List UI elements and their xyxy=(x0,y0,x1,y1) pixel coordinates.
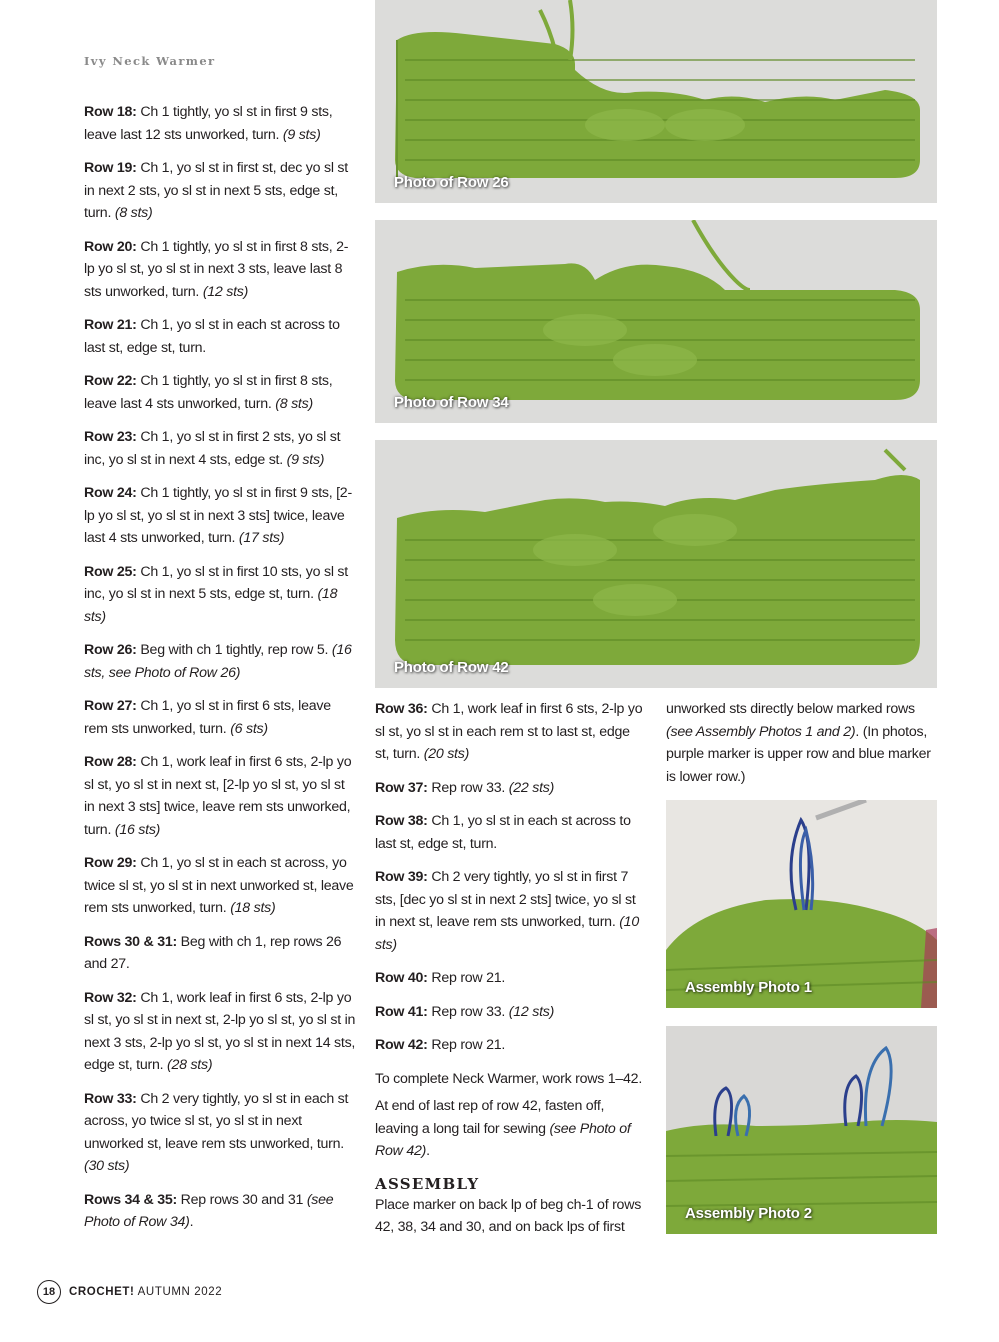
instruction-row xyxy=(84,639,356,684)
row-text: Beg with ch 1, rep rows 26 and 27. xyxy=(84,933,342,972)
row-text: Rep row 33. xyxy=(427,1003,509,1020)
row-text: Ch 2 very tightly, yo sl st in each st across, yo twice sl st, yo sl st in next unworked st, leave rem sts unworked, turn. xyxy=(84,1090,349,1152)
caption-row-34: Photo of Row 34 xyxy=(394,394,509,411)
photo-row-42 xyxy=(375,440,937,688)
stitch-count-note: (12 sts) xyxy=(508,1003,555,1020)
assembly-heading: ASSEMBLY xyxy=(375,1174,480,1193)
instruction-row xyxy=(84,751,356,841)
row-label: Row 36: xyxy=(375,701,428,717)
running-head: Ivy Neck Warmer xyxy=(84,54,216,68)
row-text: Ch 2 very tightly, yo sl st in first 7 sts, [dec yo sl st in next 2 sts] twice, yo sl st in next st, leave rem sts unworked, turn. xyxy=(375,869,636,930)
instruction-row xyxy=(375,866,645,956)
instruction-row xyxy=(84,1088,356,1178)
row-label: Row 29: xyxy=(84,855,137,871)
instruction-row xyxy=(375,810,645,855)
row-label: Row 19: xyxy=(84,160,137,176)
stitch-count-note: (16 sts, see Photo of Row 26) xyxy=(84,642,352,681)
row-label: Row 39: xyxy=(375,869,428,885)
right-column xyxy=(666,698,938,799)
row-text: Ch 1 tightly, yo sl st in first 9 sts, leave last 12 sts unworked, turn. xyxy=(84,104,333,143)
row-label: Row 21: xyxy=(84,317,137,333)
instruction-row xyxy=(84,852,356,920)
row-label: Row 24: xyxy=(84,485,137,501)
instruction-row xyxy=(84,482,356,550)
magazine-issue xyxy=(69,1286,222,1298)
row-label: Row 27: xyxy=(84,698,137,714)
assembly-photo-2-image xyxy=(666,1026,937,1234)
complete-instruction: To complete Neck Warmer, work rows 1–42. xyxy=(375,1070,643,1087)
row-text: Ch 1, yo sl st in first st, dec yo sl st in next 2 sts, yo sl st in next 5 sts, edge st, turn. xyxy=(84,160,348,221)
row-text: Rep rows 30 and 31 xyxy=(176,1191,307,1208)
instruction-row xyxy=(375,777,645,800)
middle-column xyxy=(375,698,645,1250)
row-label: Row 40: xyxy=(375,970,428,986)
photo-row-34 xyxy=(375,220,937,423)
instruction-row xyxy=(84,695,356,740)
row-label: Row 22: xyxy=(84,373,137,389)
swatch-row-34-image xyxy=(375,220,937,423)
row-text: Ch 1, yo sl st in first 2 sts, yo sl st inc, yo sl st in next 4 sts, edge st. xyxy=(84,429,341,468)
instruction-row xyxy=(84,101,356,146)
assembly-photo-1-image xyxy=(666,800,937,1008)
instruction-row xyxy=(84,987,356,1077)
left-column xyxy=(84,101,356,1245)
row-text: Ch 1, yo sl st in each st across, yo twice sl st, yo sl st in next unworked st, leave rem sts unworked, turn. xyxy=(84,855,354,916)
stitch-count-note: (8 sts) xyxy=(275,395,313,412)
instruction-row xyxy=(375,1001,645,1024)
instruction-row xyxy=(375,1034,645,1057)
assembly-photo-2 xyxy=(666,1026,937,1234)
row-text: Rep row 21. xyxy=(427,970,506,986)
instruction-row xyxy=(84,931,356,976)
row-label: Row 32: xyxy=(84,989,137,1006)
row-text: Ch 1, yo sl st in first 6 sts, leave rem sts unworked, turn. xyxy=(84,698,331,737)
stitch-count-note: (see Photo of Row 34) xyxy=(84,1191,334,1230)
instruction-row xyxy=(84,236,356,304)
instruction-row xyxy=(375,967,645,990)
assembly-text: Place marker on back lp of beg ch-1 of rows 42, 38, 34 and 30, and on back lps of first xyxy=(375,1196,642,1235)
row-label: Rows 34 & 35: xyxy=(84,1191,177,1208)
swatch-row-26-image xyxy=(375,0,937,203)
stitch-count-note: (9 sts) xyxy=(282,126,321,143)
instruction-row xyxy=(375,698,645,766)
assembly-photo-1 xyxy=(666,800,937,1008)
row-text: Ch 1 tightly, yo sl st in first 9 sts, [2-lp yo sl st, yo sl st in next 3 sts] twice, leave last 4 sts unworked, turn. xyxy=(84,485,352,546)
stitch-count-note: (28 sts) xyxy=(167,1057,213,1073)
photo-row-26 xyxy=(375,0,937,203)
row-label: Rows 30 & 31: xyxy=(84,933,177,950)
caption-assembly-2: Assembly Photo 2 xyxy=(685,1205,812,1222)
row-text-tail: . xyxy=(189,1214,194,1230)
instruction-row xyxy=(84,426,356,471)
row-label: Row 18: xyxy=(84,104,137,120)
row-text: Ch 1, work leaf in first 6 sts, 2-lp yo sl st, yo sl st in next st, [2-lp yo sl st, yo sl st in next 3 sts] twice, leave rem sts unworked, turn. xyxy=(84,754,352,838)
fasten-instruction: At end of last rep of row 42, fasten off, leaving a long tail for sewing (see Photo of Row 42). xyxy=(375,1098,631,1159)
row-text: Ch 1 tightly, yo sl st in first 8 sts, 2-lp yo sl st, yo sl st in next 3 sts, leave last 8 sts unworked, turn. xyxy=(84,238,349,300)
stitch-count-note: (9 sts) xyxy=(286,451,325,468)
row-label: Row 26: xyxy=(84,642,137,658)
row-text: Ch 1, yo sl st in each st across to last st, edge st, turn. xyxy=(84,317,340,356)
swatch-row-42-image xyxy=(375,440,937,688)
caption-assembly-1: Assembly Photo 1 xyxy=(685,979,812,996)
instruction-row xyxy=(84,561,356,629)
stitch-count-note: (6 sts) xyxy=(230,720,268,737)
row-label: Row 33: xyxy=(84,1090,137,1107)
row-text: Ch 1, yo sl st in each st across to last st, edge st, turn. xyxy=(375,813,631,852)
row-label: Row 25: xyxy=(84,563,137,580)
page-footer xyxy=(37,1279,222,1305)
issue-label: AUTUMN 2022 xyxy=(134,1286,223,1298)
stitch-count-note: (22 sts) xyxy=(508,779,555,796)
row-text: Rep row 33. xyxy=(427,779,509,796)
stitch-count-note: (17 sts) xyxy=(238,530,285,546)
page-number: 18 xyxy=(37,1280,61,1304)
stitch-count-note: (16 sts) xyxy=(114,821,161,838)
row-text: Ch 1, yo sl st in first 10 sts, yo sl st inc, yo sl st in next 5 sts, edge st, turn. xyxy=(84,563,348,602)
assembly-continued-text: unworked sts directly below marked rows (see Assembly Photos 1 and 2). (In photos, purple marker is upper row and blue marker is lower row.) xyxy=(666,701,931,785)
stitch-count-note: (12 sts) xyxy=(202,283,249,300)
instruction-row xyxy=(84,370,356,415)
stitch-count-note: (30 sts) xyxy=(84,1158,130,1174)
row-label: Row 23: xyxy=(84,429,137,445)
row-label: Row 20: xyxy=(84,238,137,255)
magazine-title: CROCHET! xyxy=(69,1286,135,1298)
stitch-count-note: (20 sts) xyxy=(423,746,470,762)
stitch-count-note: (10 sts) xyxy=(375,914,639,953)
stitch-count-note: (18 sts) xyxy=(230,900,276,916)
row-text: Beg with ch 1 tightly, rep row 5. xyxy=(136,642,332,658)
caption-row-26: Photo of Row 26 xyxy=(394,174,509,191)
stitch-count-note: (18 sts) xyxy=(84,586,338,625)
row-label: Row 37: xyxy=(375,779,428,796)
instruction-row xyxy=(84,314,356,359)
instruction-row xyxy=(84,1189,356,1234)
row-label: Row 38: xyxy=(375,813,428,829)
row-label: Row 41: xyxy=(375,1003,428,1020)
row-text: Rep row 21. xyxy=(427,1037,506,1053)
stitch-count-note: (8 sts) xyxy=(114,205,153,221)
row-text: Ch 1, work leaf in first 6 sts, 2-lp yo sl st, yo sl st in next st, 2-lp yo sl st, yo sl st in next 3 sts, 2-lp yo sl st, yo sl st in next 14 sts, edge st, turn. xyxy=(84,989,356,1073)
row-label: Row 28: xyxy=(84,754,137,770)
row-label: Row 42: xyxy=(375,1037,428,1053)
row-text: Ch 1 tightly, yo sl st in first 8 sts, leave last 4 sts unworked, turn. xyxy=(84,373,333,412)
instruction-row xyxy=(84,157,356,225)
caption-row-42: Photo of Row 42 xyxy=(394,659,509,676)
row-text: Ch 1, work leaf in first 6 sts, 2-lp yo sl st, yo sl st in each rem st to last st, edge st, turn. xyxy=(375,701,643,762)
